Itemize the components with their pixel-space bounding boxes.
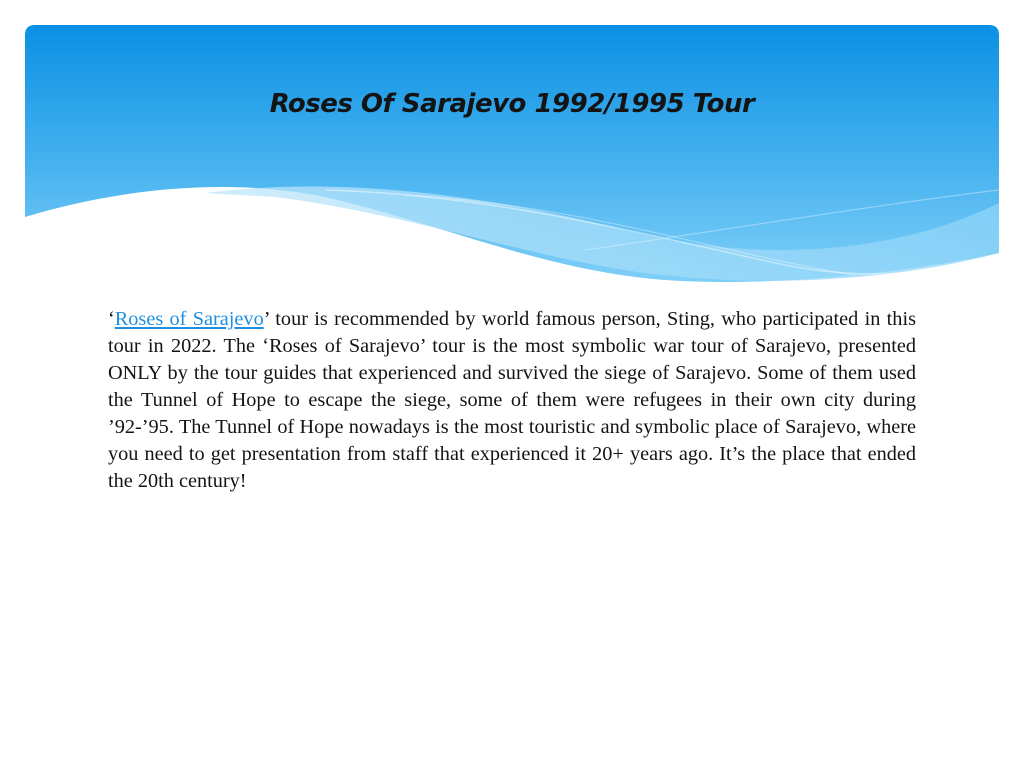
open-quote: ‘ <box>108 308 115 330</box>
paragraph-text: ’ tour is recommended by world famous person, Sting, who participated in this tour in 2022. The ‘Roses of Sarajevo’ tour is the most symbolic war tour of Sarajevo, presented ONLY by the tour guides that experienced and survived the siege of Sarajevo. Some of them used the Tunnel of Hope to escape the siege, some of them were refugees in their own city during ’92-’95. The Tunnel of Hope nowadays is the most touristic and symbolic place of Sarajevo, where you need to get presentation from staff that experienced it 20+ years ago. It’s the place that ended the 20th century! <box>108 308 916 492</box>
wave-background <box>25 25 999 290</box>
body-paragraph <box>108 306 916 495</box>
header-banner <box>25 25 999 290</box>
roses-of-sarajevo-link[interactable]: Roses of Sarajevo <box>114 308 264 330</box>
page-title: Roses Of Sarajevo 1992/1995 Tour <box>269 89 755 119</box>
